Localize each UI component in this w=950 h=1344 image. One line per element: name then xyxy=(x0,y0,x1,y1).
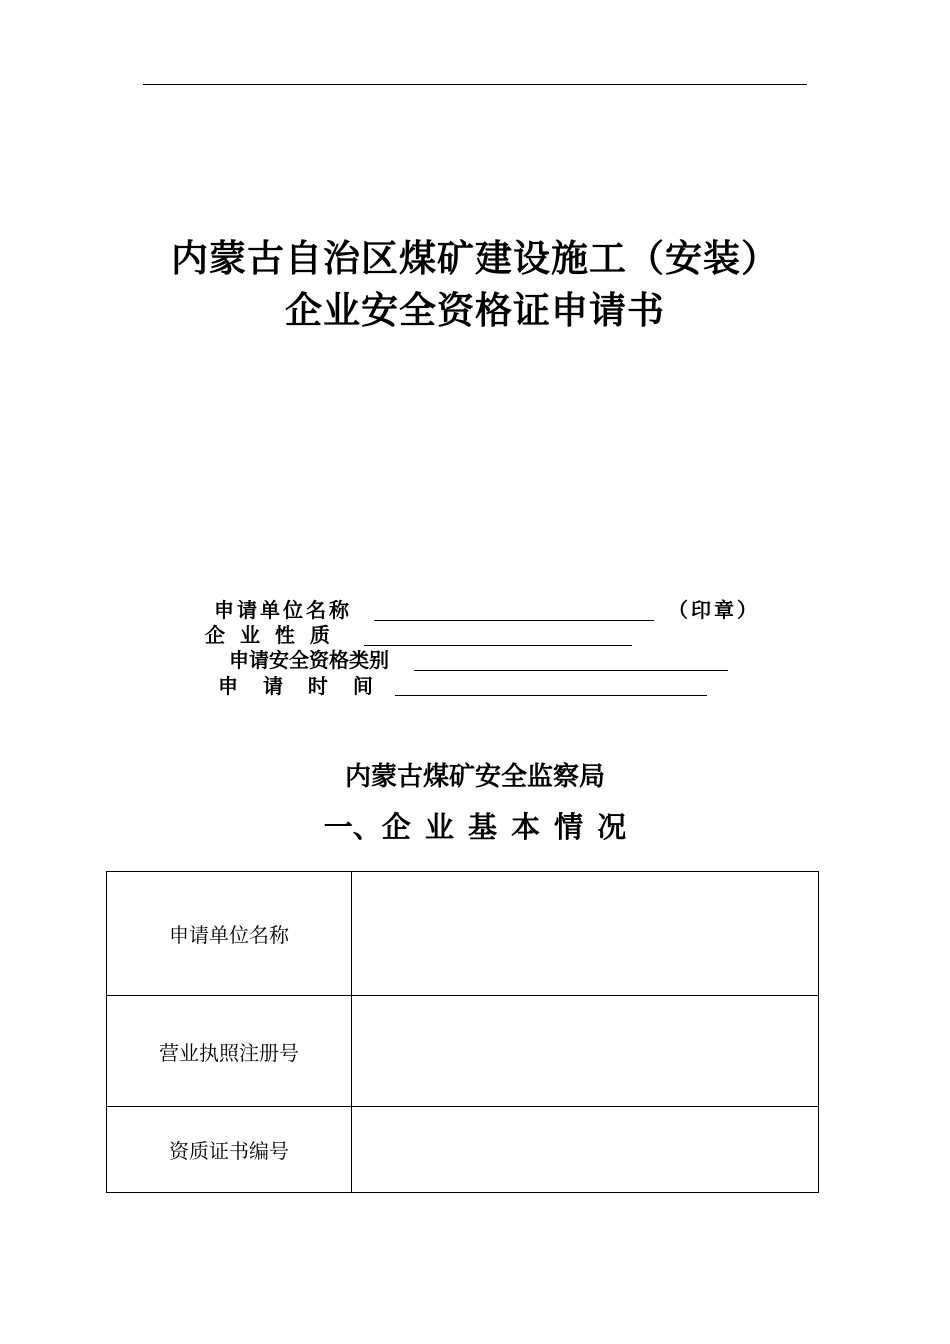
section-title: 一、企 业 基 本 情 况 xyxy=(323,810,627,844)
table-row xyxy=(107,996,819,1107)
row-value-field[interactable] xyxy=(352,996,819,1107)
category-label: 申请安全资格类别 xyxy=(229,648,389,672)
nature-field[interactable] xyxy=(364,645,632,646)
date-field[interactable] xyxy=(395,695,707,696)
document-title-line-2: 企业安全资格证申请书 xyxy=(285,289,665,332)
category-field[interactable] xyxy=(414,670,728,671)
row-value-field[interactable] xyxy=(352,872,819,996)
enterprise-info-table xyxy=(106,871,819,1193)
row-label: 申请单位名称 xyxy=(107,872,352,996)
date-label: 申 请 时 间 xyxy=(218,674,373,698)
document-title-line-1: 内蒙古自治区煤矿建设施工（安装） xyxy=(171,237,779,280)
nature-label: 企 业 性 质 xyxy=(205,623,330,647)
table-row xyxy=(107,872,819,996)
seal-label: （印章） xyxy=(668,598,760,622)
row-label: 营业执照注册号 xyxy=(107,996,352,1107)
row-value-field[interactable] xyxy=(352,1107,819,1193)
header-rule xyxy=(143,84,807,85)
row-label: 资质证书编号 xyxy=(107,1107,352,1193)
table-row xyxy=(107,1107,819,1193)
unit-name-label: 申请单位名称 xyxy=(214,598,352,622)
unit-name-field[interactable] xyxy=(374,620,654,621)
issuing-authority: 内蒙古煤矿安全监察局 xyxy=(344,762,605,792)
